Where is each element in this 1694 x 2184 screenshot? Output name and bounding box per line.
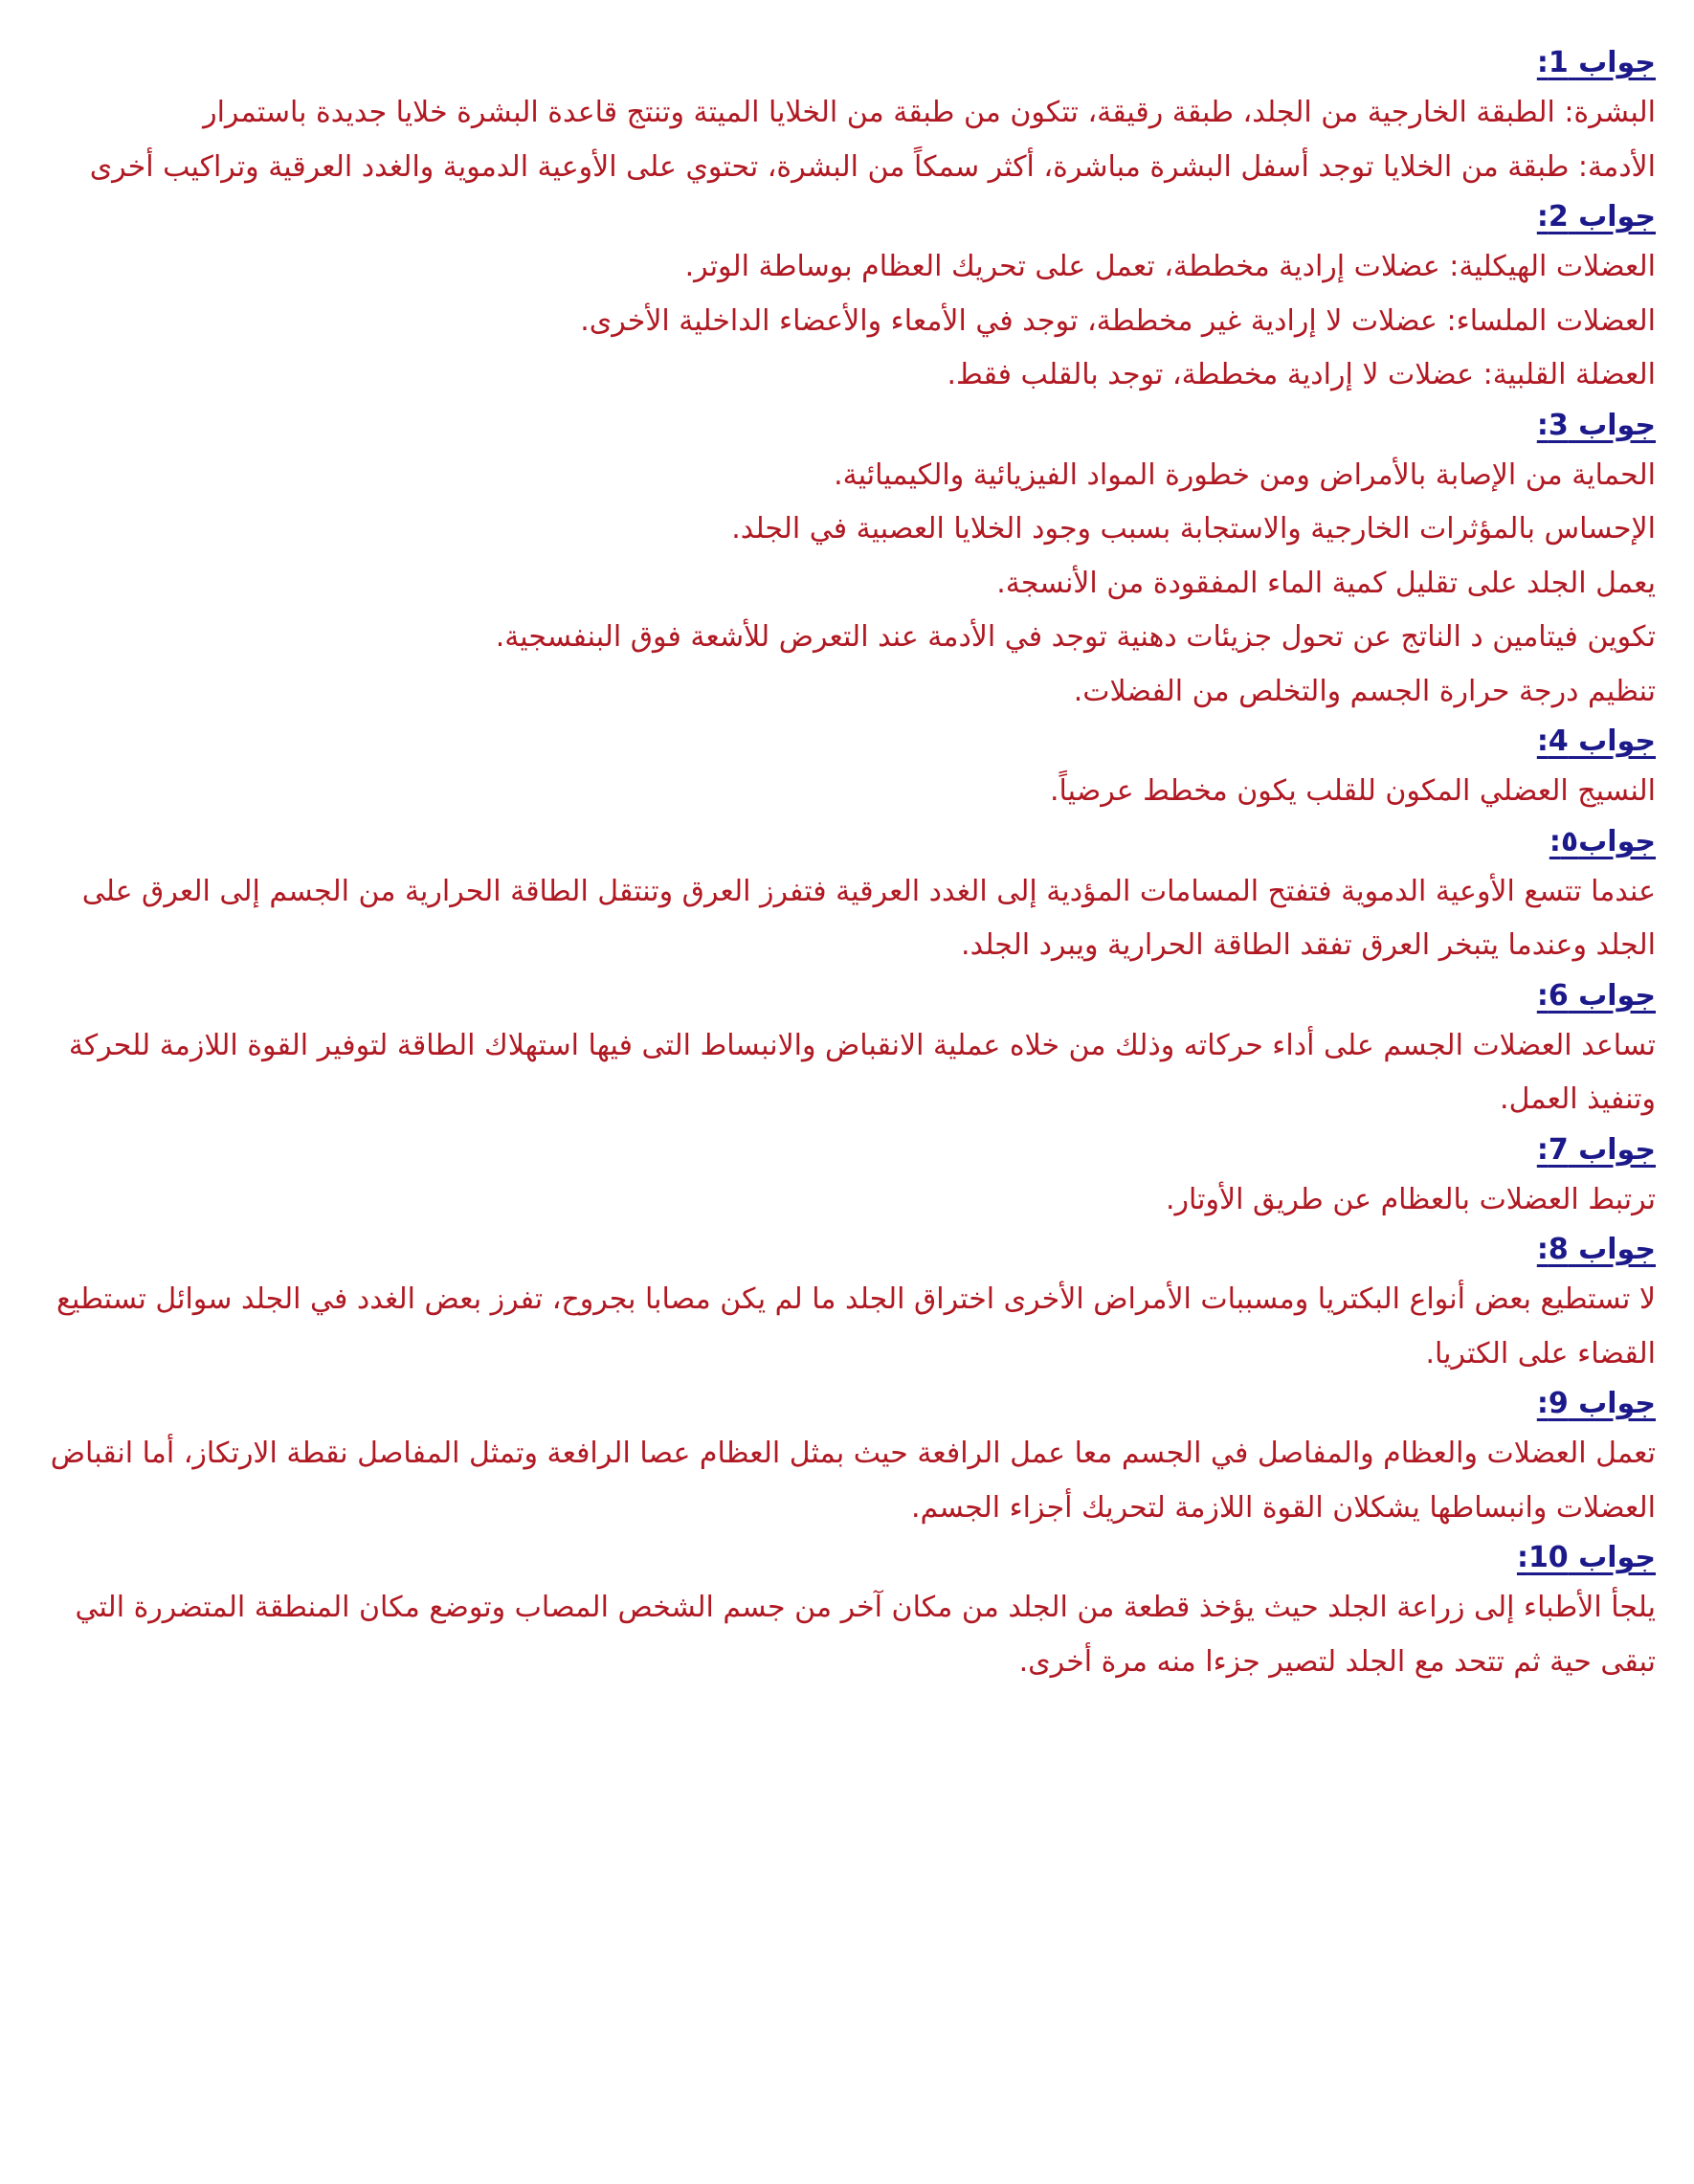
answer-text: لا تستطيع بعض أنواع البكتريا ومسببات الأمراض الأخرى اختراق الجلد ما لم يكن مصابا بجروح، تفرز بعض الغدد في الجلد سوائل تستطيع القضاء على الكتريا. <box>56 1282 1656 1371</box>
answer-text: الحماية من الإصابة بالأمراض ومن خطورة المواد الفيزيائية والكيميائية. <box>834 457 1656 492</box>
answer-5 <box>38 819 1656 973</box>
answer-text: يلجأ الأطباء إلى زراعة الجلد حيث يؤخذ قطعة من الجلد من مكان آخر من جسم الشخص المصاب وتوضع مكان المنطقة المتضررة التي تبقى حية ثم تتحد مع الجلد لتصير جزءا منه مرة أخرى. <box>75 1591 1656 1679</box>
answer-3 <box>38 403 1656 720</box>
answer-2 <box>38 194 1656 403</box>
answer-text: العضلات الملساء: عضلات لا إرادية غير مخططة، توجد في الأمعاء والأعضاء الداخلية الأخرى. <box>580 303 1656 338</box>
answer-6 <box>38 973 1656 1127</box>
answer-heading: جواب 7: <box>1536 1132 1656 1167</box>
answer-heading: جواب 6: <box>1536 978 1656 1013</box>
answer-heading: جواب 8: <box>1536 1233 1656 1266</box>
answer-7 <box>38 1127 1656 1228</box>
answer-text: البشرة: الطبقة الخارجية من الجلد، طبقة رقيقة، تتكون من طبقة من الخلايا الميتة وتنتج قاعدة البشرة خلايا جديدة باستمرار <box>203 96 1656 129</box>
answer-text: تساعد العضلات الجسم على أداء حركاته وذلك من خلاه عملية الانقباض والانبساط التى فيها استهلاك الطاقة لتوفير القوة اللازمة للحركة وتنفيذ العمل. <box>68 1028 1656 1116</box>
answer-10 <box>38 1535 1656 1689</box>
answer-text: يعمل الجلد على تقليل كمية الماء المفقودة من الأنسجة. <box>996 566 1656 600</box>
answer-sheet <box>38 40 1656 1689</box>
answer-heading: جواب 2: <box>1536 200 1656 234</box>
answer-text: العضلة القلبية: عضلات لا إرادية مخططة، توجد بالقلب فقط. <box>947 358 1656 391</box>
answer-text: ترتبط العضلات بالعظام عن طريق الأوتار. <box>1166 1182 1656 1216</box>
answer-text: الأدمة: طبقة من الخلايا توجد أسفل البشرة مباشرة، أكثر سمكاً من البشرة، تحتوي على الأوعية الدموية والغدد العرقية وتراكيب أخرى <box>89 149 1656 184</box>
answer-text: تنظيم درجة حرارة الجسم والتخلص من الفضلات. <box>1073 674 1656 708</box>
answer-text: تكوين فيتامين د الناتج عن تحول جزيئات دهنية توجد في الأدمة عند التعرض للأشعة فوق البنفسجية. <box>495 620 1656 654</box>
answer-4 <box>38 719 1656 819</box>
answer-text: تعمل العضلات والعظام والمفاصل في الجسم معا عمل الرافعة حيث بمثل العظام عصا الرافعة وتمثل المفاصل نقطة الارتكاز، أما انقباض العضلات وانبساطها يشكلان القوة اللازمة لتحريك أجزاء الجسم. <box>50 1437 1656 1525</box>
answer-8 <box>38 1227 1656 1381</box>
answer-heading: جواب 10: <box>1516 1541 1656 1574</box>
answer-heading: جواب٥: <box>1549 824 1656 858</box>
answer-heading: جواب 3: <box>1536 408 1656 442</box>
answer-1 <box>38 40 1656 194</box>
answer-text: الإحساس بالمؤثرات الخارجية والاستجابة بسبب وجود الخلايا العصبية في الجلد. <box>731 512 1656 546</box>
answer-text: عندما تتسع الأوعية الدموية فتفتح المسامات المؤدية إلى الغدد العرقية فتفرز العرق وتنتقل الطاقة الحرارية من الجسم إلى العرق على الجلد وعندما يتبخر العرق تفقد الطاقة الحرارية ويبرد الجلد. <box>81 874 1656 962</box>
answer-text: النسيج العضلي المكون للقلب يكون مخطط عرضياً. <box>1049 774 1656 808</box>
answer-text: العضلات الهيكلية: عضلات إرادية مخططة، تعمل على تحريك العظام بوساطة الوتر. <box>684 250 1656 283</box>
answer-9 <box>38 1381 1656 1535</box>
answer-heading: جواب 9: <box>1536 1387 1656 1420</box>
answer-heading: جواب 1: <box>1536 46 1656 79</box>
answer-heading: جواب 4: <box>1536 724 1656 758</box>
